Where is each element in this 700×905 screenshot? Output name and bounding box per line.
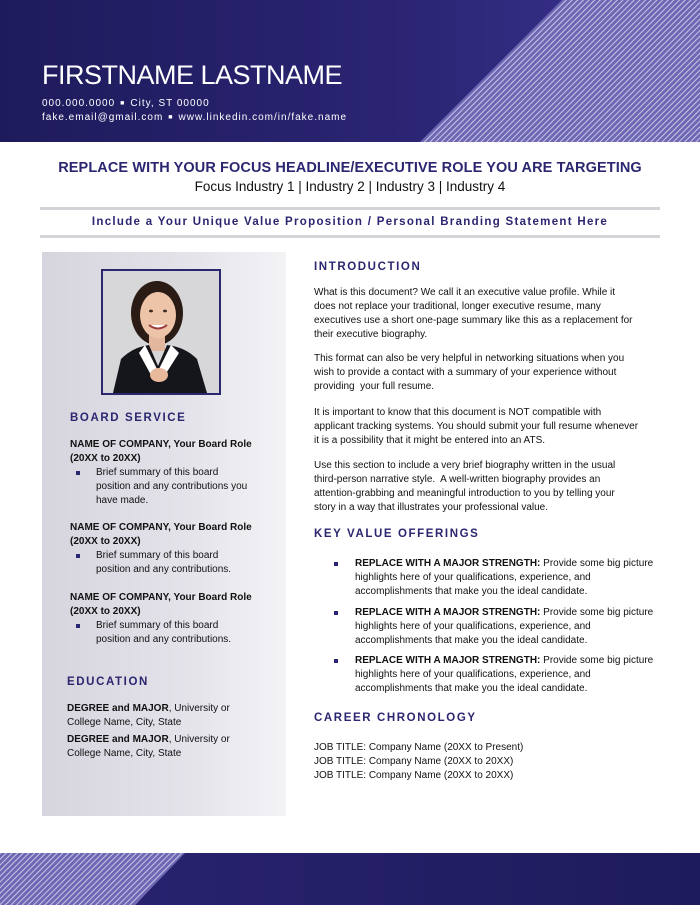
text-line: What is this document? We call it an executive value profile. While it	[314, 287, 616, 298]
summary-line: position and any contributions.	[96, 634, 232, 645]
summary-line: Brief summary of this board	[96, 550, 219, 561]
contact-line-email-linkedin	[42, 111, 347, 124]
job-entry: JOB TITLE: Company Name (20XX to Present)	[314, 742, 524, 753]
board-company-role: NAME OF COMPANY, Your Board Role	[70, 592, 252, 603]
text-line: It is important to know that this document is NOT compatible with	[314, 407, 602, 418]
candidate-name: FIRSTNAME LASTNAME	[42, 60, 343, 90]
strength-text: highlights here of your qualifications, experience, and	[355, 621, 591, 632]
text-line: third-person narrative style. A well-written biography provides an	[314, 474, 601, 485]
school-part: , University or	[168, 703, 230, 714]
footer-banner	[0, 853, 700, 905]
strength-text: Provide some big picture	[540, 607, 654, 618]
board-service-title: BOARD SERVICE	[70, 412, 187, 424]
strength-text: Provide some big picture	[540, 558, 654, 569]
strength-text: Provide some big picture	[540, 655, 654, 666]
strength-label: REPLACE WITH A MAJOR STRENGTH:	[355, 607, 541, 618]
portrait-illustration	[103, 271, 219, 393]
key-value-item	[334, 606, 654, 648]
board-dates: (20XX to 20XX)	[70, 606, 141, 617]
text-line: attention-grabbing and meaningful introduction to you by telling your	[314, 488, 615, 499]
text-line: does not replace your traditional, longer executive resume, many	[314, 301, 601, 312]
divider	[40, 235, 660, 238]
bullet-square-icon	[334, 611, 338, 615]
text-line: Use this section to include a very brief biography written in the usual	[314, 460, 616, 471]
text-line: their executive biography.	[314, 329, 428, 340]
board-summary	[70, 466, 270, 508]
board-entry	[70, 591, 270, 647]
job-entry: JOB TITLE: Company Name (20XX to 20XX)	[314, 756, 514, 767]
location: City, ST 00000	[130, 98, 210, 109]
email: fake.email@gmail.com	[42, 112, 164, 123]
footer-stripe-decoration	[0, 853, 700, 905]
focus-headline: REPLACE WITH YOUR FOCUS HEADLINE/EXECUTIVE ROLE YOU ARE TARGETING	[58, 160, 642, 176]
strength-label: REPLACE WITH A MAJOR STRENGTH:	[355, 558, 541, 569]
intro-paragraph	[314, 286, 660, 342]
strength-label: REPLACE WITH A MAJOR STRENGTH:	[355, 655, 541, 666]
school-part: , University or	[168, 734, 230, 745]
education-entry	[67, 702, 277, 730]
key-value-title: KEY VALUE OFFERINGS	[314, 528, 480, 540]
text-line: executives use a short one-page summary like this as a replacement for	[314, 315, 633, 326]
focus-industries: Focus Industry 1 | Industry 2 | Industry 3 | Industry 4	[194, 179, 506, 194]
strength-text: accomplishments that make you the ideal candidate.	[355, 635, 588, 646]
board-company-role: NAME OF COMPANY, Your Board Role	[70, 439, 252, 450]
board-dates: (20XX to 20XX)	[70, 453, 141, 464]
bullet-square-icon	[334, 562, 338, 566]
summary-line: position and any contributions you	[96, 481, 248, 492]
board-summary	[70, 619, 270, 647]
text-line: applicant tracking systems. You should submit your full resume whenever	[314, 421, 639, 432]
intro-paragraph	[314, 352, 660, 394]
intro-paragraph	[314, 406, 660, 448]
divider	[40, 207, 660, 210]
degree: DEGREE and MAJOR	[67, 734, 169, 745]
summary-line: have made.	[96, 495, 149, 506]
school-location: College Name, City, State	[67, 717, 182, 728]
strength-text: highlights here of your qualifications, experience, and	[355, 572, 591, 583]
bullet-square-icon	[334, 659, 338, 663]
strength-text: highlights here of your qualifications, experience, and	[355, 669, 591, 680]
bullet-square-icon	[76, 471, 80, 475]
board-dates: (20XX to 20XX)	[70, 536, 141, 547]
strength-text: accomplishments that make you the ideal candidate.	[355, 683, 588, 694]
value-proposition: Include a Your Unique Value Proposition / Personal Branding Statement Here	[91, 216, 609, 228]
bullet-square-icon	[76, 624, 80, 628]
board-summary	[70, 549, 270, 577]
board-company-role: NAME OF COMPANY, Your Board Role	[70, 522, 252, 533]
introduction-title: INTRODUCTION	[314, 261, 422, 273]
header-banner	[0, 0, 700, 142]
text-line: This format can also be very helpful in networking situations when you	[314, 353, 625, 364]
portrait-photo	[101, 269, 221, 395]
key-value-item	[334, 654, 654, 696]
phone-number: 000.000.0000	[42, 98, 116, 109]
separator-square-icon: ■	[120, 100, 126, 107]
bullet-square-icon	[76, 554, 80, 558]
summary-line: Brief summary of this board	[96, 620, 219, 631]
text-line: wish to provide a contact with a summary of your experience without	[314, 367, 617, 378]
job-entry: JOB TITLE: Company Name (20XX to 20XX)	[314, 770, 514, 781]
strength-text: accomplishments that make you the ideal candidate.	[355, 586, 588, 597]
school-location: College Name, City, State	[67, 748, 182, 759]
key-value-item	[334, 557, 654, 599]
career-chronology-title: CAREER CHRONOLOGY	[314, 712, 477, 724]
summary-line: Brief summary of this board	[96, 467, 219, 478]
education-entry	[67, 733, 277, 761]
linkedin-url: www.linkedin.com/in/fake.name	[178, 112, 348, 123]
summary-line: position and any contributions.	[96, 564, 232, 575]
contact-line-phone-location	[42, 97, 210, 110]
intro-paragraph	[314, 459, 660, 515]
text-line: it is a possibility that it might be entered into an ATS.	[314, 435, 546, 446]
board-entry	[70, 438, 270, 508]
education-title: EDUCATION	[67, 676, 149, 688]
separator-square-icon: ■	[168, 114, 174, 121]
text-line: story in a way that illustrates your professional value.	[314, 502, 548, 513]
board-entry	[70, 521, 270, 577]
degree: DEGREE and MAJOR	[67, 703, 169, 714]
text-line: providing your full resume.	[314, 381, 435, 392]
